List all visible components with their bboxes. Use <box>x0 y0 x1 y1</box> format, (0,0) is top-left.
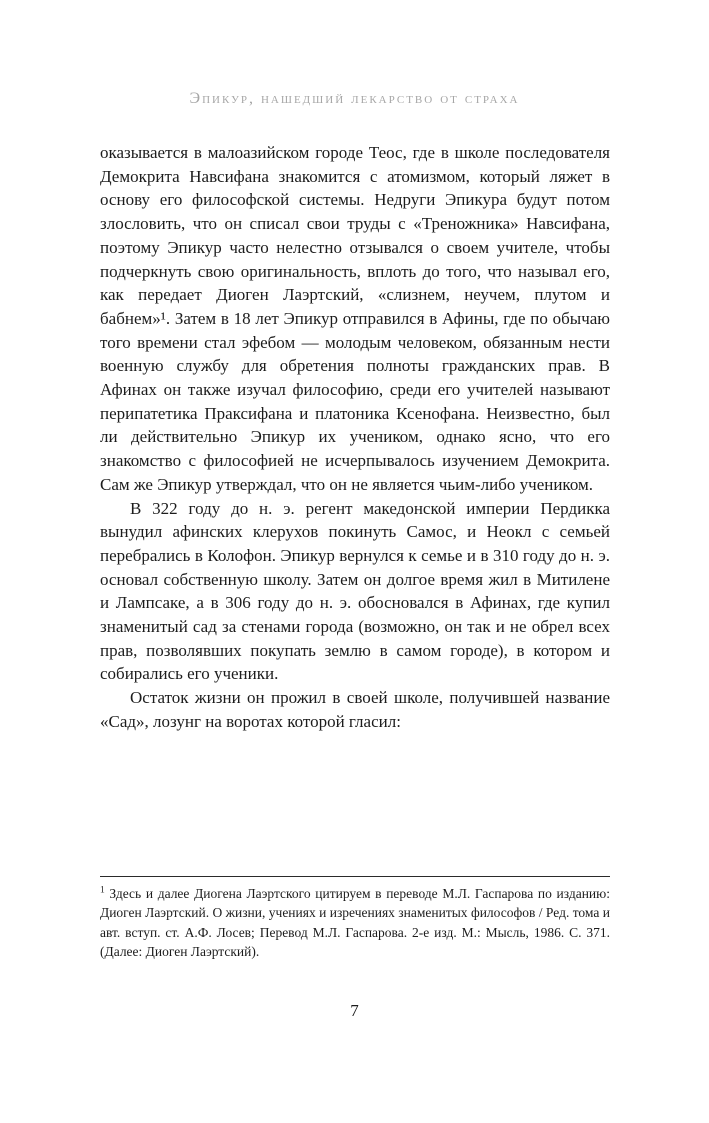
paragraph: Остаток жизни он прожил в своей школе, получившей название «Сад», лозунг на воротах которой гласил: <box>100 688 610 731</box>
footnote-block <box>100 876 610 962</box>
footnote-marker: 1 <box>100 885 105 896</box>
page-number: 7 <box>350 1001 359 1020</box>
body-text <box>100 141 610 734</box>
paragraph: оказывается в малоазийском городе Теос, где в школе последователя Демокрита Навсифана знакомится с атомизмом, который ляжет в основу его философской системы. Недруги Эпикура будут потом злословить, что он списал свои труды с «Треножника» Навсифана, поэтому Эпикур часто нелестно отзывался о своем учителе, чтобы подчеркнуть свою оригинальность, вплоть до того, что называл его, как передает Диоген Лаэртский, «слизнем, неучем, плутом и бабнем»¹. Затем в 18 лет Эпикур отправился в Афины, где по обычаю того времени стал эфебом — молодым человеком, обязанным нести военную службу для обретения полноты гражданских прав. В Афинах он также изучал философию, среди его учителей называют перипатетика Праксифана и платоника Ксенофана. Неизвестно, был ли действительно Эпикур их учеником, однако ясно, что его знакомство с философией не исчерпывалось изучением Демокрита. Сам же Эпикур утверждал, что он не является чьим-либо учеником. <box>100 143 610 494</box>
running-header: Эпикур, нашедший лекарство от страха <box>189 90 520 107</box>
footnote-body: Здесь и далее Диогена Лаэртского цитируем в переводе М.Л. Гаспарова по изданию: Диоген Лаэртский. О жизни, учениях и изречениях знаменитых философов / Ред. тома и авт. вступ. ст. А.Ф. Лосев; Перевод М.Л. Гаспарова. 2-е изд. М.: Мысль, 1986. С. 371. (Далее: Диоген Лаэртский). <box>100 886 610 960</box>
footnote-rule <box>100 876 610 877</box>
paragraph: В 322 году до н. э. регент македонской империи Пердикка вынудил афинских клерухов покинуть Самос, и Неокл с семьей перебрались в Колофон. Эпикур вернулся к семье и в 310 году до н. э. основал собственную школу. Затем он долгое время жил в Митилене и Лампсаке, а в 306 году до н. э. обосновался в Афинах, где купил знаменитый сад за стенами города (возможно, он так и не обрел всех прав, позволявших покупать землю в самом городе), в котором и собирались его ученики. <box>100 498 610 684</box>
footnote-text <box>100 884 610 962</box>
